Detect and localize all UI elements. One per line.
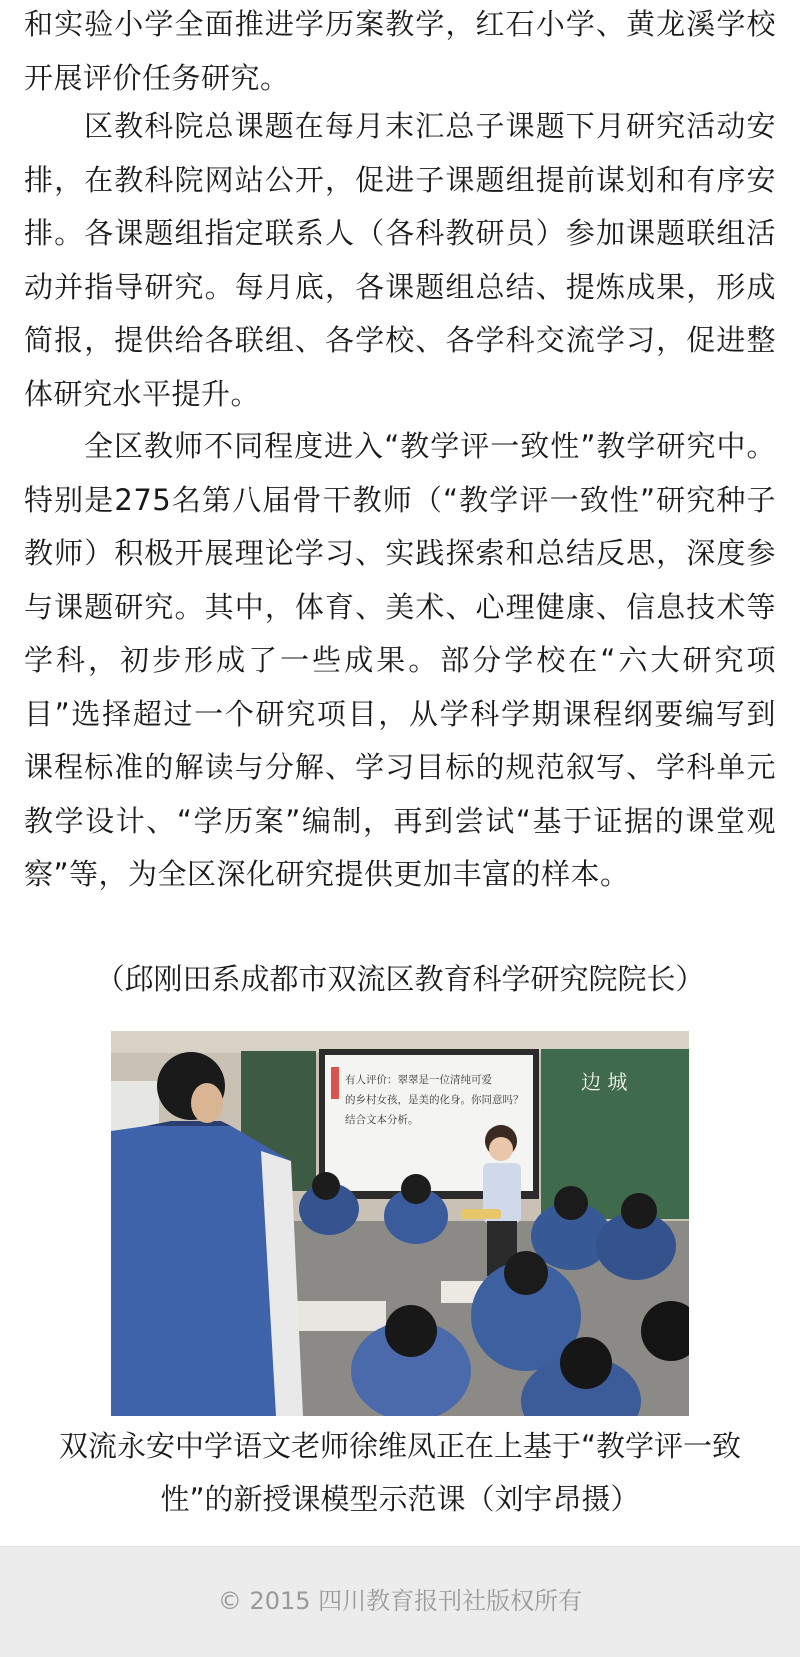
- footer: [0, 1546, 800, 1657]
- paragraph-1: 和实验小学全面推进学历案教学，红石小学、黄龙溪学校开展评价任务研究。: [24, 7, 776, 95]
- paragraph-2: 区教科院总课题在每月末汇总子课题下月研究活动安排，在教科院网站公开，促进子课题组提前谋划和有序安排。各课题组指定联系人（各科教研员）参加课题联组活动并指导研究。每月底，各课题组总结、提炼成果，形成简报，提供给各联组、各学校、各学科交流学习，促进整体研究水平提升。: [24, 109, 776, 411]
- screen-line-2: 的乡村女孩，是美的化身。你同意吗？: [345, 1094, 524, 1106]
- author-byline: （邱刚田系成都市双流区教育科学研究院院长）: [95, 962, 705, 996]
- screen-line-1: 有人评价：翠翠是一位清纯可爱: [345, 1074, 492, 1086]
- screen-line-3: 结合文本分析。: [345, 1114, 419, 1126]
- paragraph-3: 全区教师不同程度进入“教学评一致性”教学研究中。特别是275名第八届骨干教师（“教学评一致性”研究种子教师）积极开展理论学习、实践探索和总结反思，深度参与课题研究。其中，体育、美术、心理健康、信息技术等学科，初步形成了一些成果。部分学校在“六大研究项目”选择超过一个研究项目，从学科学期课程纲要编写到课程标准的解读与分解、学习目标的规范叙写、学科单元教学设计、“学历案”编制，再到尝试“基于证据的课堂观察”等，为全区深化研究提供更加丰富的样本。: [24, 429, 776, 891]
- copyright-text: © 2015 四川教育报刊社版权所有: [217, 1587, 583, 1615]
- photo-caption: 双流永安中学语文老师徐维凤正在上基于“教学评一致性”的新授课模型示范课（刘宇昂摄）: [58, 1429, 742, 1516]
- chalkboard-text: 边 城: [581, 1070, 628, 1094]
- classroom-photo: [111, 1031, 689, 1416]
